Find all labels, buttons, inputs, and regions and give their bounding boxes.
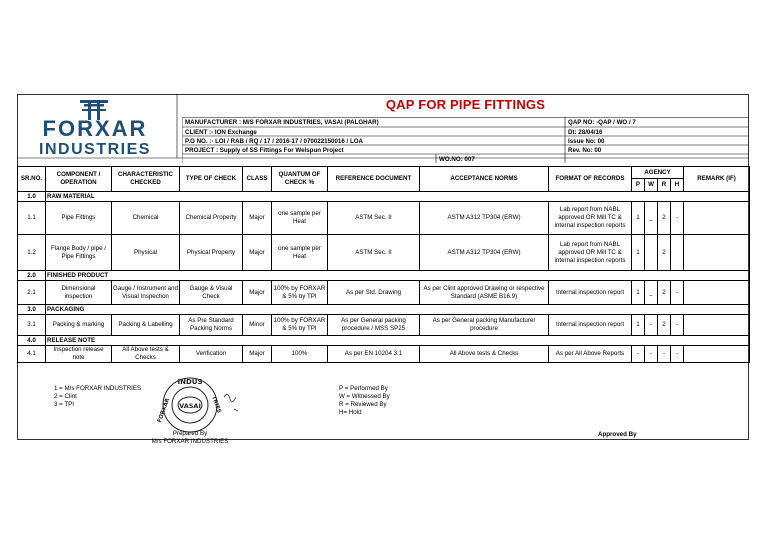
manufacturer-line: MANUFACTURER : M/S FORXAR INDUSTRIES, VASAI (PALGHAR) (185, 119, 379, 126)
cell-characteristic: All Above tests & Checks (112, 346, 180, 363)
cell-h: - (671, 202, 684, 235)
cell-characteristic: Gauge / Instrument and Visual Inspection (112, 281, 180, 305)
cell-characteristic: Physical (112, 235, 180, 271)
po-line: P.O NO. :- LOI / RAB / RQ / 17 / 2016-17 / 070022150016 / LOA (185, 138, 364, 145)
stamp-text-center: VASAI (179, 402, 201, 410)
section-number: 1.0 (18, 192, 46, 202)
section-row (18, 271, 750, 281)
legend-item: 2 = Clint (54, 393, 77, 400)
cell-sr: 1.2 (18, 235, 46, 271)
section-label: RELEASE NOTE (46, 336, 750, 346)
cell-component: Pipe Fittings (46, 202, 112, 235)
cell-component: Inspection release note (46, 346, 112, 363)
cell-acceptance: As per General packing Manufacturer procedure (420, 315, 549, 336)
company-name: FORXAR (42, 116, 148, 141)
table-row (18, 281, 750, 305)
issue-number: Issue No: 00 (568, 138, 605, 145)
qap-table (17, 166, 750, 363)
cell-w: - (645, 346, 658, 363)
table-row (18, 202, 750, 235)
section-label: FINISHED PRODUCT (46, 271, 750, 281)
column-header-row (18, 167, 750, 179)
cell-r: 2 (658, 202, 671, 235)
section-label: RAW MATERIAL (46, 192, 750, 202)
legend-item: W = Witnessed By (339, 393, 390, 400)
cell-p: 1 (632, 202, 645, 235)
cell-r: 2 (658, 281, 671, 305)
qap-table-body (18, 167, 750, 363)
legend-item: 3 = TPI (54, 401, 75, 408)
cell-class: Major (243, 235, 272, 271)
col-agency-header: AGENCY (632, 167, 684, 179)
cell-quantum: one sample per Heat (272, 202, 328, 235)
cell-reference: ASTM Sec. II (328, 202, 420, 235)
company-logo (22, 98, 168, 162)
col-characteristic-header: CHARACTERISTIC CHECKED (112, 167, 180, 192)
cell-h: - (671, 315, 684, 336)
cell-h: - (671, 346, 684, 363)
cell-format: Lab report from NABL approved OR Mill TC & internal inspection reports (549, 235, 632, 271)
cell-quantum: 100% by FORXAR & 5% by TPI (272, 315, 328, 336)
cell-h (671, 235, 684, 271)
cell-class: Major (243, 202, 272, 235)
cell-p: 1 (632, 281, 645, 305)
legend-item: H= Hold (339, 409, 362, 416)
cell-p: 1 (632, 315, 645, 336)
cell-reference: As per EN 10204 3.1 (328, 346, 420, 363)
cell-type: As Pre Standard Packing Norms (180, 315, 243, 336)
qap-number: QAP NO: -QAP / WO / 7 (568, 119, 636, 126)
cell-sr: 1.1 (18, 202, 46, 235)
cell-reference: As per Std. Drawing (328, 281, 420, 305)
wo-number: WO.NO: 007 (439, 156, 475, 163)
signature-mark (224, 394, 238, 411)
cell-acceptance: All Above tests & Checks (420, 346, 549, 363)
section-number: 4.0 (18, 336, 46, 346)
col-type-header: TYPE OF CHECK (180, 167, 243, 192)
cell-type: Chemical Property (180, 202, 243, 235)
cell-w: - (645, 315, 658, 336)
cell-r: 2 (658, 235, 671, 271)
col-remark-header: REMARK (IF) (684, 167, 750, 192)
col-format-header: FORMAT OF RECORDS (549, 167, 632, 192)
col-quantum-header: QUANTUM OF CHECK % (272, 167, 328, 192)
cell-r: 2 (658, 315, 671, 336)
cell-acceptance: ASTM A312 TP304 (ERW) (420, 202, 549, 235)
legend-left (54, 385, 141, 409)
cell-w: _ (645, 281, 658, 305)
legend-item: P = Performed By (339, 385, 388, 392)
cell-format: Internal inspection report (549, 315, 632, 336)
cell-characteristic: Packing & Labelling (112, 315, 180, 336)
cell-class: Major (243, 346, 272, 363)
company-subtitle: INDUSTRIES (39, 141, 151, 158)
stamp-text-top: INDUS (177, 378, 203, 386)
cell-format: Internal inspection report (549, 281, 632, 305)
table-row (18, 315, 750, 336)
cell-remark (684, 281, 750, 305)
approved-by-label: Approved By (598, 431, 637, 438)
table-row (18, 235, 750, 271)
cell-quantum: 100% by FORXAR & 5% by TPI (272, 281, 328, 305)
col-reference-header: REFERENCE DOCUMENT (328, 167, 420, 192)
col-acceptance-header: ACCEPTANCE NORMS (420, 167, 549, 192)
col-p-header: P (632, 179, 645, 192)
cell-sr: 4.1 (18, 346, 46, 363)
cell-acceptance: As per Clint approved Drawing or respective Standard (ASME B16.9) (420, 281, 549, 305)
cell-h: - (671, 281, 684, 305)
company-stamp (150, 375, 248, 437)
cell-reference: ASTM Sec. II (328, 235, 420, 271)
cell-remark (684, 346, 750, 363)
cell-class: Minor (243, 315, 272, 336)
cell-component: Flange Body / pipe / Pipe Fittings (46, 235, 112, 271)
stamp-text-left: FORXAR (156, 397, 172, 424)
prepared-by-company: M/s FORXAR INDUSTRIES (151, 438, 229, 445)
cell-w: _ (645, 202, 658, 235)
section-row (18, 305, 750, 315)
document-title: QAP FOR PIPE FITTINGS (385, 97, 546, 112)
cell-characteristic: Chemical (112, 202, 180, 235)
cell-sr: 2.1 (18, 281, 46, 305)
cell-component: Packing & marking (46, 315, 112, 336)
cell-component: Dimensional inspection (46, 281, 112, 305)
legend-item: R = Reviewed By (339, 401, 387, 408)
legend-item: 1 = M/s FORXAR INDUSTRIES (54, 385, 142, 392)
cell-type: Gauge & Visual Check (180, 281, 243, 305)
cell-acceptance: ASTM A312 TP304 (ERW) (420, 235, 549, 271)
cell-format: Lab report from NABL approved OR Mill TC & internal inspection reports (549, 202, 632, 235)
prepared-by-label: Prepared By (172, 430, 208, 437)
cell-w (645, 235, 658, 271)
section-number: 2.0 (18, 271, 46, 281)
cell-quantum: 100% (272, 346, 328, 363)
col-sr-header: SR.NO. (18, 167, 46, 192)
project-line: PROJECT : Supply of SS Fittings For Welspun Project (185, 147, 344, 154)
table-row (18, 346, 750, 363)
cell-quantum: one sample per Heat (272, 235, 328, 271)
cell-p: - (632, 346, 645, 363)
cell-remark (684, 315, 750, 336)
cell-sr: 3.1 (18, 315, 46, 336)
section-row (18, 336, 750, 346)
cell-p: 1 (632, 235, 645, 271)
cell-r: - (658, 346, 671, 363)
section-label: PACKAGING (46, 305, 750, 315)
document-date: Dt: 28/04/16 (568, 129, 603, 136)
cell-class: Major (243, 281, 272, 305)
cell-format: As per All Above Reports (549, 346, 632, 363)
col-w-header: W (645, 179, 658, 192)
cell-type: Physical Property (180, 235, 243, 271)
col-r-header: R (658, 179, 671, 192)
revision-number: Rev. No: 00 (568, 147, 602, 154)
stamp-text-right: TRIES (210, 395, 222, 415)
section-row (18, 192, 750, 202)
client-line: CLIENT :- ION Exchange (185, 129, 257, 136)
cell-reference: As per General packing procedure / MSS SP25 (328, 315, 420, 336)
col-h-header: H (671, 179, 684, 192)
legend-right (339, 385, 390, 417)
cell-remark (684, 235, 750, 271)
cell-remark (684, 202, 750, 235)
col-component-header: COMPONENT / OPERATION (46, 167, 112, 192)
col-class-header: CLASS (243, 167, 272, 192)
cell-type: Verification (180, 346, 243, 363)
section-number: 3.0 (18, 305, 46, 315)
